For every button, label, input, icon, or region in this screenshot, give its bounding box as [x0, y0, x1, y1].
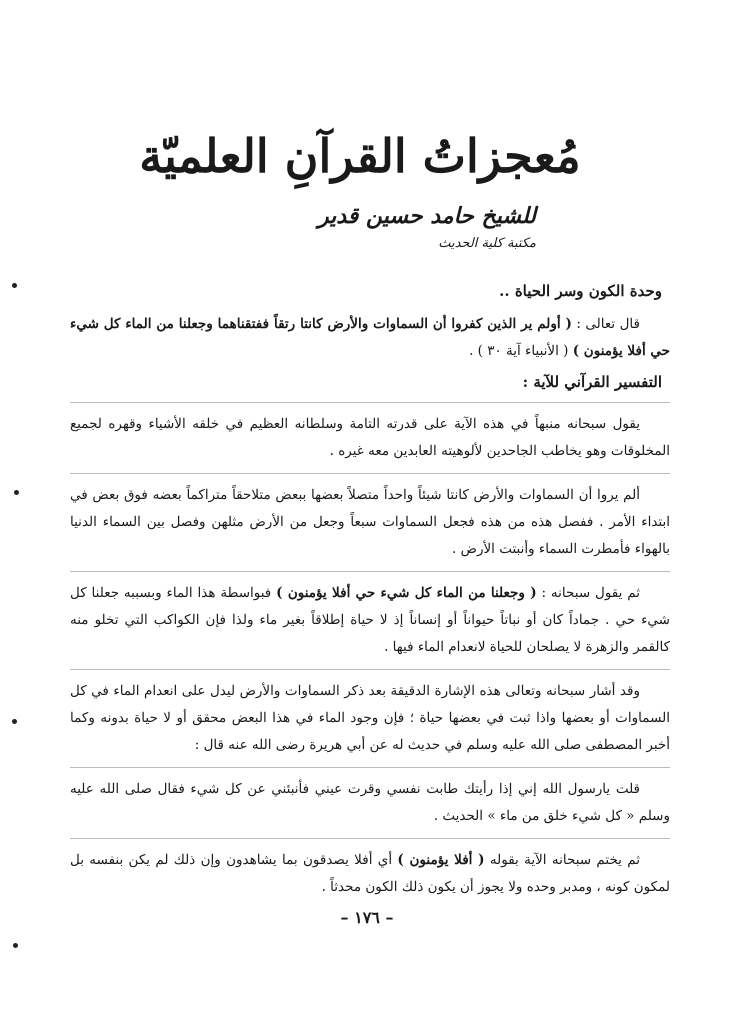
- paragraph-text: أي أفلا يصدقون بما يشاهدون وإن ذلك لم يكن بنفسه بل لمكون كونه ، ومدبر وحده ولا يجوز أن يكون ذلك الكون محدثاً .: [70, 852, 670, 895]
- binding-mark: [12, 719, 17, 724]
- divider: [70, 473, 670, 474]
- quran-verse: ( وجعلنا من الماء كل شيء حي أفلا يؤمنون ): [276, 585, 537, 601]
- divider: [70, 767, 670, 768]
- paragraph: يقول سبحانه منبهاً في هذه الآية على قدرته التامة وسلطانه العظيم في خلقه الأشياء وقهره لجميع المخلوقات وهو يخاطب الجاحدين لألوهيته العابدين معه غيره .: [70, 416, 670, 459]
- article-body: [70, 278, 670, 909]
- divider: [70, 838, 670, 839]
- verse-prefix: قال تعالى :: [576, 316, 640, 332]
- author-affiliation: مكتبة كلية الحديث: [438, 236, 536, 251]
- page-title: مُعجزاتُ القرآنِ العلميّة: [139, 129, 581, 183]
- verse-reference: ( الأنبياء آية ٣٠ ) .: [469, 343, 569, 359]
- paragraph-prefix: ثم يقول سبحانه :: [541, 585, 641, 601]
- paragraph: وقد أشار سبحانه وتعالى هذه الإشارة الدقيقة بعد ذكر السماوات والأرض ليدل على انعدام الماء في كل السماوات أو بعضها واذا ثبت في بعضها حياة ؛ فإن وجود الماء في هذا البعض محقق أو لا حياة بدونه وكما أخبر المصطفى صلى الله عليه وسلم في حديث له عن أبي هريرة رضى الله عنه قال :: [70, 683, 670, 753]
- paragraph: ألم يروا أن السماوات والأرض كانتا شيئاً واحداً متصلاً بعضها ببعض متلاحقاً متراكماً بعضه فوق بعض في ابتداء الأمر . ففصل هذه من هذه فجعل السماوات سبعاً وجعل من الأرض مثلهن وفصل بين السماء الدنيا بالهواء فأمطرت السماء وأنبتت الأرض .: [70, 487, 670, 557]
- binding-mark: [14, 490, 19, 495]
- paragraph: [70, 847, 670, 901]
- paragraph-text: فبواسطة هذا الماء وبسببه جعلنا كل شيء حي . جماداً كان أو نباتاً حيواناً أو إنساناً إذ لا حياة إطلاقاً بغير ماء ولذا فإن الكواكب التي تخلو منه كالقمر والزهرة لا يصلحان للحياة لانعدام الماء فيها .: [70, 585, 670, 655]
- paragraph-prefix: ثم يختم سبحانه الآية بقوله: [489, 852, 640, 868]
- section-heading: وحدة الكون وسر الحياة ..: [499, 282, 662, 300]
- paragraph: [70, 580, 670, 661]
- binding-mark: [12, 283, 17, 288]
- page-number: – ١٧٦ –: [340, 908, 394, 927]
- divider: [70, 402, 670, 403]
- verse-paragraph: [70, 311, 670, 365]
- divider: [70, 669, 670, 670]
- paragraph: قلت يارسول الله إني إذا رأيتك طابت نفسي وقرت عيني فأنبئني عن كل شيء فقال صلى الله عليه وسلم « كل شيء خلق من ماء » الحديث .: [70, 781, 670, 824]
- divider: [70, 571, 670, 572]
- section-heading: التفسير القرآني للآية :: [522, 373, 662, 391]
- author-name: للشيخ حامد حسين قدير: [317, 203, 536, 229]
- binding-mark: [13, 943, 18, 948]
- quran-verse: ( أفلا يؤمنون ): [397, 852, 485, 868]
- quran-verse: ( أولم ير الذين كفروا أن السماوات والأرض كانتا رتقاً ففتقناهما وجعلنا من الماء كل شيء حي أفلا يؤمنون ): [70, 316, 670, 359]
